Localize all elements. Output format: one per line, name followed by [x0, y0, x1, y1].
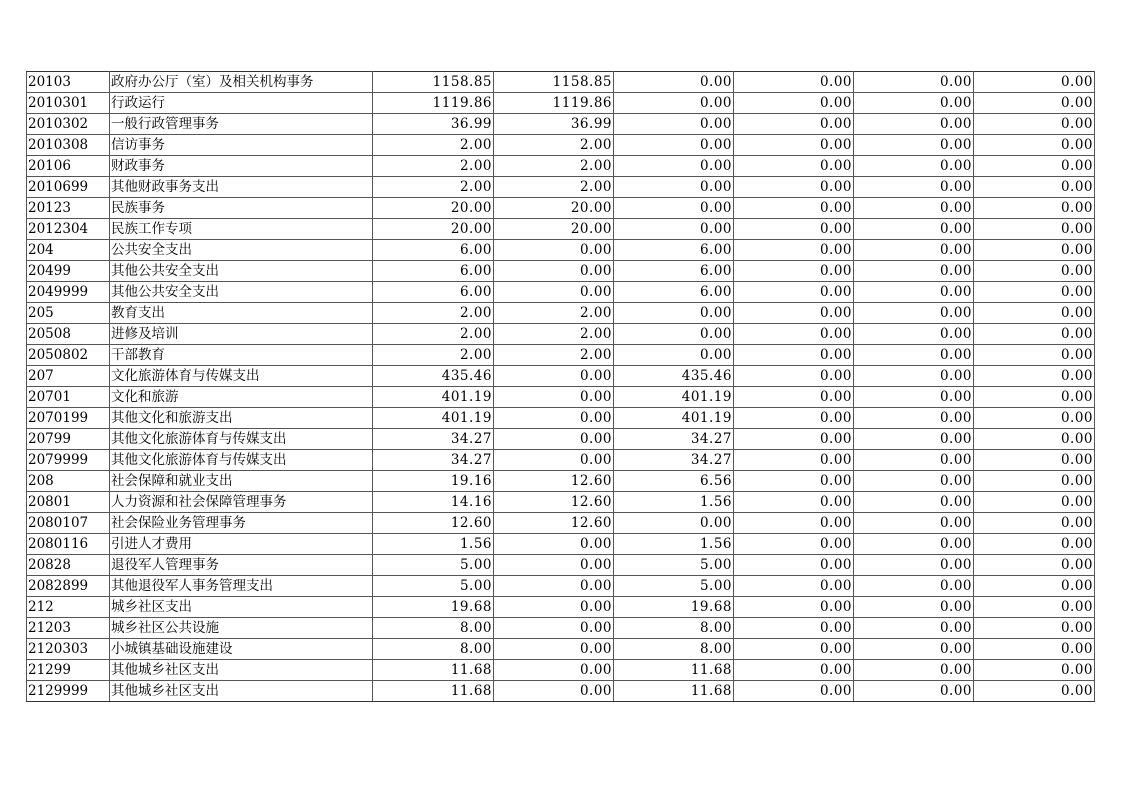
cell-code: 2010308	[27, 135, 110, 156]
cell-project: 0.00	[614, 345, 734, 366]
cell-code: 20123	[27, 198, 110, 219]
cell-total: 1119.86	[373, 93, 494, 114]
cell-basic: 0.00	[494, 429, 614, 450]
cell-project: 34.27	[614, 450, 734, 471]
cell-name: 其他文化旅游体育与传媒支出	[110, 450, 373, 471]
table-row	[27, 387, 1095, 408]
cell-col5: 0.00	[854, 261, 974, 282]
cell-basic: 2.00	[494, 324, 614, 345]
cell-code: 2049999	[27, 282, 110, 303]
table-row	[27, 639, 1095, 660]
cell-total: 1.56	[373, 534, 494, 555]
cell-col4: 0.00	[734, 366, 854, 387]
cell-col4: 0.00	[734, 492, 854, 513]
cell-col5: 0.00	[854, 639, 974, 660]
cell-col6: 0.00	[974, 555, 1095, 576]
cell-total: 8.00	[373, 618, 494, 639]
cell-col6: 0.00	[974, 450, 1095, 471]
cell-col6: 0.00	[974, 387, 1095, 408]
cell-col5: 0.00	[854, 198, 974, 219]
cell-project: 0.00	[614, 114, 734, 135]
cell-project: 8.00	[614, 639, 734, 660]
cell-col4: 0.00	[734, 471, 854, 492]
table-row	[27, 303, 1095, 324]
cell-col6: 0.00	[974, 324, 1095, 345]
cell-name: 信访事务	[110, 135, 373, 156]
cell-col5: 0.00	[854, 597, 974, 618]
cell-project: 435.46	[614, 366, 734, 387]
cell-name: 其他文化旅游体育与传媒支出	[110, 429, 373, 450]
cell-project: 19.68	[614, 597, 734, 618]
table-row	[27, 219, 1095, 240]
cell-basic: 12.60	[494, 492, 614, 513]
cell-basic: 0.00	[494, 555, 614, 576]
cell-name: 退役军人管理事务	[110, 555, 373, 576]
cell-col5: 0.00	[854, 660, 974, 681]
cell-col6: 0.00	[974, 534, 1095, 555]
cell-total: 2.00	[373, 177, 494, 198]
cell-col6: 0.00	[974, 513, 1095, 534]
cell-project: 401.19	[614, 408, 734, 429]
cell-col5: 0.00	[854, 387, 974, 408]
cell-basic: 2.00	[494, 156, 614, 177]
cell-col4: 0.00	[734, 513, 854, 534]
cell-total: 14.16	[373, 492, 494, 513]
cell-basic: 0.00	[494, 282, 614, 303]
cell-project: 6.56	[614, 471, 734, 492]
cell-basic: 1158.85	[494, 72, 614, 93]
cell-col4: 0.00	[734, 681, 854, 702]
cell-code: 21203	[27, 618, 110, 639]
cell-col5: 0.00	[854, 408, 974, 429]
table-row	[27, 240, 1095, 261]
table-row	[27, 408, 1095, 429]
cell-total: 8.00	[373, 639, 494, 660]
cell-total: 401.19	[373, 408, 494, 429]
cell-basic: 0.00	[494, 660, 614, 681]
cell-basic: 20.00	[494, 219, 614, 240]
table-row	[27, 72, 1095, 93]
cell-total: 2.00	[373, 156, 494, 177]
cell-basic: 0.00	[494, 639, 614, 660]
cell-basic: 0.00	[494, 408, 614, 429]
cell-basic: 20.00	[494, 198, 614, 219]
table-row	[27, 156, 1095, 177]
cell-basic: 0.00	[494, 240, 614, 261]
cell-total: 36.99	[373, 114, 494, 135]
cell-col5: 0.00	[854, 282, 974, 303]
cell-total: 34.27	[373, 429, 494, 450]
cell-col5: 0.00	[854, 471, 974, 492]
cell-col6: 0.00	[974, 576, 1095, 597]
cell-code: 204	[27, 240, 110, 261]
cell-col5: 0.00	[854, 324, 974, 345]
cell-basic: 0.00	[494, 597, 614, 618]
table-row	[27, 597, 1095, 618]
cell-total: 19.68	[373, 597, 494, 618]
cell-col6: 0.00	[974, 660, 1095, 681]
cell-col4: 0.00	[734, 114, 854, 135]
table-row	[27, 93, 1095, 114]
table-row	[27, 492, 1095, 513]
cell-col4: 0.00	[734, 597, 854, 618]
cell-code: 208	[27, 471, 110, 492]
cell-col6: 0.00	[974, 114, 1095, 135]
cell-col4: 0.00	[734, 408, 854, 429]
cell-total: 11.68	[373, 660, 494, 681]
cell-total: 435.46	[373, 366, 494, 387]
table-row	[27, 282, 1095, 303]
cell-name: 干部教育	[110, 345, 373, 366]
cell-basic: 36.99	[494, 114, 614, 135]
cell-name: 教育支出	[110, 303, 373, 324]
cell-col6: 0.00	[974, 429, 1095, 450]
cell-basic: 12.60	[494, 471, 614, 492]
cell-code: 212	[27, 597, 110, 618]
cell-col4: 0.00	[734, 429, 854, 450]
cell-name: 其他文化和旅游支出	[110, 408, 373, 429]
cell-name: 社会保险业务管理事务	[110, 513, 373, 534]
cell-code: 20106	[27, 156, 110, 177]
cell-col6: 0.00	[974, 597, 1095, 618]
cell-code: 20701	[27, 387, 110, 408]
cell-code: 20828	[27, 555, 110, 576]
table-row	[27, 576, 1095, 597]
cell-project: 5.00	[614, 555, 734, 576]
cell-col6: 0.00	[974, 198, 1095, 219]
cell-col5: 0.00	[854, 219, 974, 240]
table-row	[27, 324, 1095, 345]
cell-total: 2.00	[373, 345, 494, 366]
cell-col5: 0.00	[854, 618, 974, 639]
cell-col4: 0.00	[734, 198, 854, 219]
cell-code: 2050802	[27, 345, 110, 366]
cell-basic: 0.00	[494, 366, 614, 387]
cell-total: 6.00	[373, 261, 494, 282]
table-row	[27, 618, 1095, 639]
cell-project: 0.00	[614, 156, 734, 177]
cell-name: 财政事务	[110, 156, 373, 177]
table-row	[27, 261, 1095, 282]
cell-col6: 0.00	[974, 639, 1095, 660]
cell-col4: 0.00	[734, 450, 854, 471]
cell-col5: 0.00	[854, 303, 974, 324]
cell-col6: 0.00	[974, 492, 1095, 513]
cell-col6: 0.00	[974, 471, 1095, 492]
cell-col6: 0.00	[974, 408, 1095, 429]
cell-project: 6.00	[614, 261, 734, 282]
cell-basic: 12.60	[494, 513, 614, 534]
cell-col4: 0.00	[734, 303, 854, 324]
cell-col4: 0.00	[734, 135, 854, 156]
cell-total: 20.00	[373, 219, 494, 240]
cell-col4: 0.00	[734, 387, 854, 408]
cell-name: 其他公共安全支出	[110, 282, 373, 303]
cell-col6: 0.00	[974, 135, 1095, 156]
cell-project: 0.00	[614, 93, 734, 114]
cell-code: 2080116	[27, 534, 110, 555]
cell-col5: 0.00	[854, 177, 974, 198]
cell-name: 文化和旅游	[110, 387, 373, 408]
cell-col6: 0.00	[974, 156, 1095, 177]
cell-name: 小城镇基础设施建设	[110, 639, 373, 660]
cell-col5: 0.00	[854, 576, 974, 597]
cell-col4: 0.00	[734, 72, 854, 93]
cell-total: 12.60	[373, 513, 494, 534]
cell-name: 城乡社区公共设施	[110, 618, 373, 639]
cell-col6: 0.00	[974, 261, 1095, 282]
cell-code: 2012304	[27, 219, 110, 240]
cell-name: 其他退役军人事务管理支出	[110, 576, 373, 597]
cell-name: 一般行政管理事务	[110, 114, 373, 135]
cell-name: 社会保障和就业支出	[110, 471, 373, 492]
cell-col5: 0.00	[854, 429, 974, 450]
cell-code: 20103	[27, 72, 110, 93]
cell-code: 2079999	[27, 450, 110, 471]
cell-project: 0.00	[614, 324, 734, 345]
cell-total: 2.00	[373, 135, 494, 156]
cell-col4: 0.00	[734, 639, 854, 660]
cell-project: 1.56	[614, 534, 734, 555]
cell-col4: 0.00	[734, 240, 854, 261]
cell-basic: 0.00	[494, 618, 614, 639]
table-row	[27, 660, 1095, 681]
cell-total: 2.00	[373, 303, 494, 324]
cell-name: 其他城乡社区支出	[110, 681, 373, 702]
cell-col5: 0.00	[854, 555, 974, 576]
cell-col5: 0.00	[854, 534, 974, 555]
cell-project: 1.56	[614, 492, 734, 513]
cell-col6: 0.00	[974, 366, 1095, 387]
cell-col6: 0.00	[974, 303, 1095, 324]
cell-code: 205	[27, 303, 110, 324]
cell-col6: 0.00	[974, 345, 1095, 366]
cell-col4: 0.00	[734, 93, 854, 114]
cell-col6: 0.00	[974, 219, 1095, 240]
cell-total: 11.68	[373, 681, 494, 702]
cell-basic: 2.00	[494, 177, 614, 198]
cell-project: 34.27	[614, 429, 734, 450]
cell-basic: 0.00	[494, 450, 614, 471]
cell-col4: 0.00	[734, 219, 854, 240]
cell-code: 20499	[27, 261, 110, 282]
cell-basic: 0.00	[494, 576, 614, 597]
cell-total: 1158.85	[373, 72, 494, 93]
cell-project: 0.00	[614, 513, 734, 534]
cell-code: 2129999	[27, 681, 110, 702]
cell-col6: 0.00	[974, 681, 1095, 702]
cell-project: 6.00	[614, 282, 734, 303]
table-body	[27, 72, 1095, 702]
cell-project: 8.00	[614, 618, 734, 639]
table-row	[27, 429, 1095, 450]
cell-name: 民族事务	[110, 198, 373, 219]
table-row	[27, 681, 1095, 702]
cell-col4: 0.00	[734, 156, 854, 177]
table-row	[27, 345, 1095, 366]
cell-col6: 0.00	[974, 93, 1095, 114]
cell-project: 0.00	[614, 303, 734, 324]
cell-col4: 0.00	[734, 555, 854, 576]
cell-col5: 0.00	[854, 156, 974, 177]
cell-project: 11.68	[614, 660, 734, 681]
cell-name: 行政运行	[110, 93, 373, 114]
table-row	[27, 471, 1095, 492]
cell-basic: 2.00	[494, 135, 614, 156]
table-row	[27, 513, 1095, 534]
table-row	[27, 366, 1095, 387]
cell-total: 2.00	[373, 324, 494, 345]
cell-project: 11.68	[614, 681, 734, 702]
cell-col5: 0.00	[854, 114, 974, 135]
cell-total: 401.19	[373, 387, 494, 408]
cell-name: 人力资源和社会保障管理事务	[110, 492, 373, 513]
cell-col4: 0.00	[734, 282, 854, 303]
table-row	[27, 177, 1095, 198]
cell-code: 21299	[27, 660, 110, 681]
cell-project: 5.00	[614, 576, 734, 597]
cell-col4: 0.00	[734, 618, 854, 639]
expenditure-table	[26, 71, 1095, 702]
cell-code: 2082899	[27, 576, 110, 597]
cell-total: 20.00	[373, 198, 494, 219]
cell-basic: 2.00	[494, 303, 614, 324]
cell-project: 0.00	[614, 177, 734, 198]
cell-col5: 0.00	[854, 240, 974, 261]
cell-name: 政府办公厅（室）及相关机构事务	[110, 72, 373, 93]
cell-name: 民族工作专项	[110, 219, 373, 240]
cell-col5: 0.00	[854, 513, 974, 534]
cell-col4: 0.00	[734, 177, 854, 198]
cell-name: 公共安全支出	[110, 240, 373, 261]
cell-code: 207	[27, 366, 110, 387]
cell-code: 2070199	[27, 408, 110, 429]
cell-col6: 0.00	[974, 240, 1095, 261]
cell-col5: 0.00	[854, 345, 974, 366]
cell-name: 文化旅游体育与传媒支出	[110, 366, 373, 387]
cell-total: 5.00	[373, 555, 494, 576]
cell-total: 6.00	[373, 282, 494, 303]
table-row	[27, 534, 1095, 555]
cell-project: 0.00	[614, 72, 734, 93]
cell-col6: 0.00	[974, 177, 1095, 198]
cell-col6: 0.00	[974, 72, 1095, 93]
cell-col5: 0.00	[854, 450, 974, 471]
cell-code: 2120303	[27, 639, 110, 660]
cell-basic: 0.00	[494, 387, 614, 408]
cell-col6: 0.00	[974, 282, 1095, 303]
cell-col4: 0.00	[734, 345, 854, 366]
cell-name: 引进人才费用	[110, 534, 373, 555]
cell-col5: 0.00	[854, 72, 974, 93]
cell-col5: 0.00	[854, 135, 974, 156]
cell-basic: 1119.86	[494, 93, 614, 114]
cell-name: 其他城乡社区支出	[110, 660, 373, 681]
cell-col5: 0.00	[854, 366, 974, 387]
cell-name: 城乡社区支出	[110, 597, 373, 618]
cell-col4: 0.00	[734, 660, 854, 681]
table-row	[27, 135, 1095, 156]
cell-project: 0.00	[614, 219, 734, 240]
cell-total: 6.00	[373, 240, 494, 261]
cell-name: 其他公共安全支出	[110, 261, 373, 282]
cell-total: 34.27	[373, 450, 494, 471]
cell-col5: 0.00	[854, 681, 974, 702]
cell-col4: 0.00	[734, 576, 854, 597]
cell-project: 0.00	[614, 135, 734, 156]
cell-col5: 0.00	[854, 492, 974, 513]
cell-basic: 0.00	[494, 261, 614, 282]
cell-code: 2010699	[27, 177, 110, 198]
cell-code: 20801	[27, 492, 110, 513]
cell-project: 401.19	[614, 387, 734, 408]
table-row	[27, 114, 1095, 135]
cell-basic: 0.00	[494, 681, 614, 702]
cell-col5: 0.00	[854, 93, 974, 114]
cell-project: 6.00	[614, 240, 734, 261]
cell-code: 2010301	[27, 93, 110, 114]
cell-code: 20508	[27, 324, 110, 345]
table-row	[27, 198, 1095, 219]
cell-col6: 0.00	[974, 618, 1095, 639]
cell-total: 5.00	[373, 576, 494, 597]
cell-col4: 0.00	[734, 324, 854, 345]
cell-name: 其他财政事务支出	[110, 177, 373, 198]
cell-col4: 0.00	[734, 261, 854, 282]
cell-col4: 0.00	[734, 534, 854, 555]
cell-code: 20799	[27, 429, 110, 450]
cell-name: 进修及培训	[110, 324, 373, 345]
cell-project: 0.00	[614, 198, 734, 219]
cell-basic: 0.00	[494, 534, 614, 555]
table-row	[27, 450, 1095, 471]
cell-basic: 2.00	[494, 345, 614, 366]
cell-code: 2080107	[27, 513, 110, 534]
cell-code: 2010302	[27, 114, 110, 135]
cell-total: 19.16	[373, 471, 494, 492]
table-row	[27, 555, 1095, 576]
